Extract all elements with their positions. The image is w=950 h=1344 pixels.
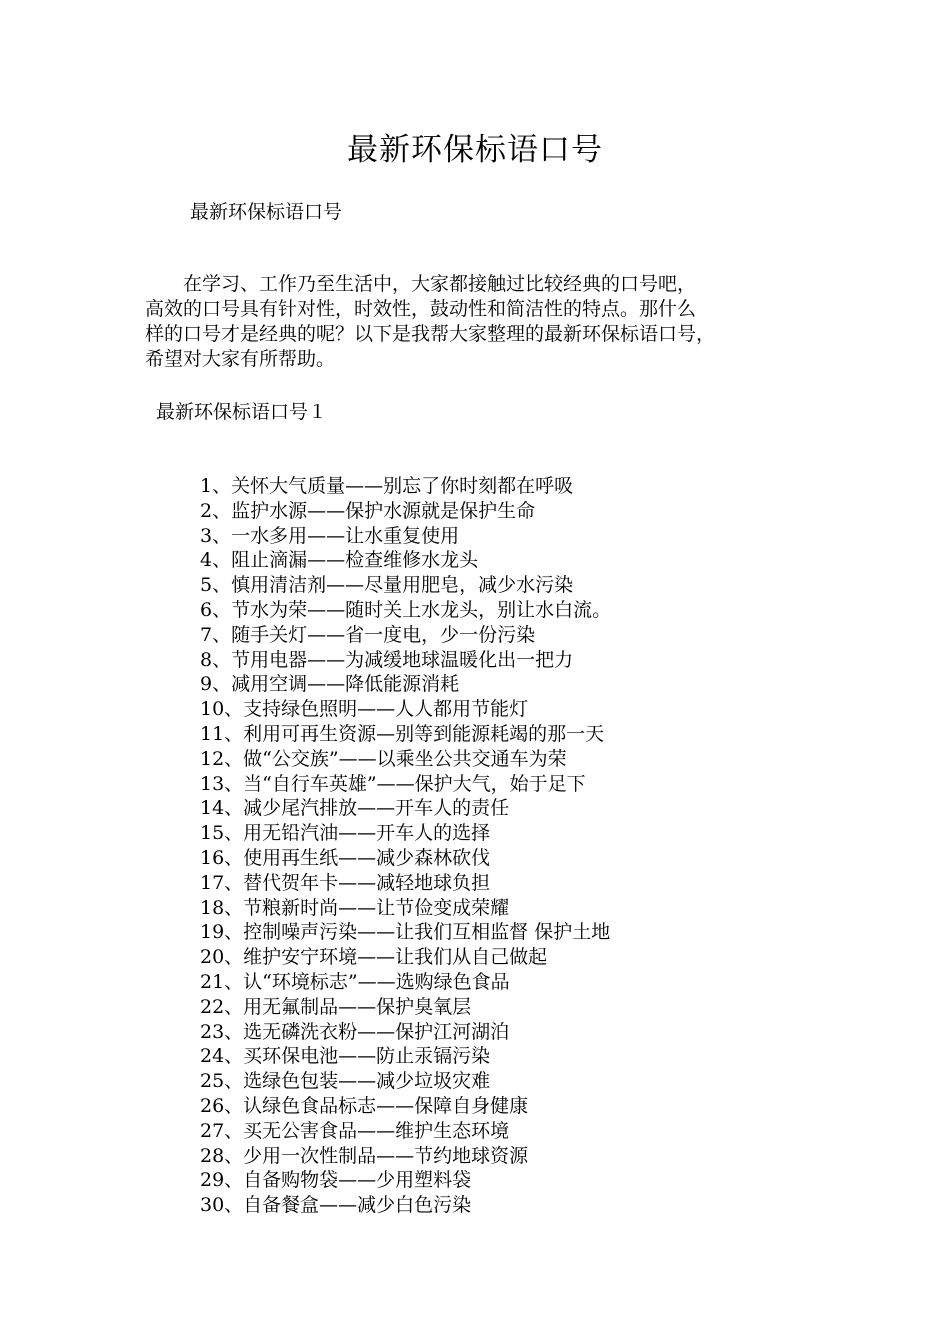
slogan-item: 13、当“自行车英雄”——保护大气，始于足下 — [200, 772, 586, 795]
slogan-item: 28、少用一次性制品——节约地球资源 — [200, 1144, 529, 1167]
slogan-item: 11、利用可再生资源—别等到能源耗竭的那一天 — [200, 722, 605, 745]
slogan-item: 19、控制噪声污染——让我们互相监督 保护土地 — [200, 921, 611, 944]
slogan-list — [200, 474, 611, 1218]
slogan-item: 5、慎用清洁剂——尽量用肥皂，减少水污染 — [200, 574, 574, 597]
document-title: 最新环保标语口号 — [347, 132, 603, 168]
slogan-item: 4、阻止滴漏——检查维修水龙头 — [200, 549, 479, 572]
intro-line: 希望对大家有所帮助。 — [145, 348, 336, 370]
slogan-item: 9、减用空调——降低能源消耗 — [200, 673, 460, 696]
slogan-item: 30、自备餐盒——减少白色污染 — [200, 1194, 472, 1217]
slogan-item: 20、维护安宁环境——让我们从自己做起 — [200, 946, 548, 969]
slogan-item: 10、支持绿色照明——人人都用节能灯 — [200, 698, 529, 721]
slogan-item: 16、使用再生纸——减少森林砍伐 — [200, 846, 491, 869]
slogan-item: 8、节用电器——为减缓地球温暖化出一把力 — [200, 648, 574, 671]
slogan-item: 29、自备购物袋——少用塑料袋 — [200, 1169, 472, 1192]
slogan-item: 17、替代贺年卡——减轻地球负担 — [200, 871, 491, 894]
slogan-item: 12、做“公交族”——以乘坐公共交通车为荣 — [200, 747, 567, 770]
slogan-item: 15、用无铅汽油——开车人的选择 — [200, 822, 491, 845]
slogan-item: 7、随手关灯——省一度电，少一份污染 — [200, 623, 536, 646]
slogan-item: 1、关怀大气质量——别忘了你时刻都在呼吸 — [200, 475, 574, 497]
slogan-item: 14、减少尾汽排放——开车人的责任 — [200, 797, 510, 820]
slogan-item: 18、节粮新时尚——让节俭变成荣耀 — [200, 896, 510, 919]
slogan-item: 25、选绿色包装——减少垃圾灾难 — [200, 1070, 491, 1093]
intro-line: 在学习、工作乃至生活中，大家都接触过比较经典的口号吧， — [145, 273, 697, 295]
slogan-item: 3、一水多用——让水重复使用 — [200, 524, 460, 547]
slogan-item: 23、选无磷洗衣粉——保护江河湖泊 — [200, 1020, 510, 1043]
slogan-item: 26、认绿色食品标志——保障自身健康 — [200, 1094, 529, 1117]
intro-line: 高效的口号具有针对性，时效性，鼓动性和简洁性的特点。那什么 — [145, 298, 697, 320]
slogan-item: 24、买环保电池——防止汞镉污染 — [200, 1045, 491, 1068]
document-subtitle: 最新环保标语口号 — [190, 201, 343, 223]
slogan-item: 2、监护水源——保护水源就是保护生命 — [200, 499, 536, 522]
slogan-item: 21、认“环境标志”——选购绿色食品 — [200, 970, 510, 993]
intro-line: 样的口号才是经典的呢？以下是我帮大家整理的最新环保标语口号， — [145, 323, 716, 345]
slogan-item: 27、买无公害食品——维护生态环境 — [200, 1119, 510, 1142]
intro-paragraph — [145, 272, 825, 372]
section-heading: 最新环保标语口号１ — [156, 401, 328, 423]
slogan-item: 22、用无氟制品——保护臭氧层 — [200, 995, 472, 1018]
slogan-item: 6、节水为荣——随时关上水龙头，别让水白流。 — [200, 598, 612, 621]
